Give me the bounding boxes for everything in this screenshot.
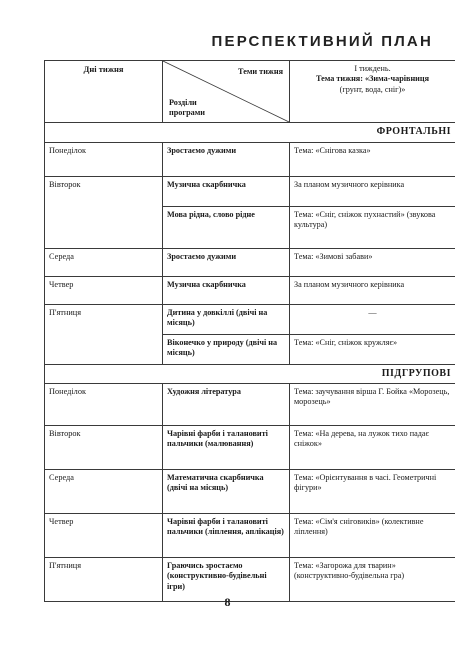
theme-cell: Тема: заучування вірша Г. Бойка «Морозець, морозець» <box>290 384 455 426</box>
section-cell: Зростаємо дужими <box>163 248 290 276</box>
section-cell: Чарівні фарби і талановиті пальчики (ліплення, аплікація) <box>163 514 290 558</box>
header-row <box>45 61 455 123</box>
day-cell: Понеділок <box>45 142 163 176</box>
table-row <box>45 426 455 470</box>
theme-cell: Тема: «Снігова казка» <box>290 142 455 176</box>
week-header-cell <box>290 61 455 123</box>
week-number: І тиждень. <box>354 64 391 73</box>
day-cell: Вівторок <box>45 176 163 248</box>
section-cell: Граючись зростаємо (конструктивно-будівельні ігри) <box>163 558 290 602</box>
table-row <box>45 514 455 558</box>
themes-label: Теми тижня <box>238 67 283 76</box>
theme-cell: — <box>290 304 455 334</box>
subgroup-heading: ПІДГРУПОВІ <box>45 364 455 384</box>
table-row <box>45 176 455 206</box>
plan-table <box>44 60 455 602</box>
day-cell: П'ятниця <box>45 558 163 602</box>
section-header-row <box>45 123 455 143</box>
day-cell: Вівторок <box>45 426 163 470</box>
day-cell: Четвер <box>45 276 163 304</box>
section-cell: Математична скарбничка (двічі на місяць) <box>163 470 290 514</box>
table-row <box>45 470 455 514</box>
section-cell: Музична скарбничка <box>163 176 290 206</box>
theme-cell: Тема: «Зимові забави» <box>290 248 455 276</box>
section-cell: Музична скарбничка <box>163 276 290 304</box>
theme-cell: Тема: «Загорожа для тварин» (конструктивно-будівельна гра) <box>290 558 455 602</box>
theme-cell: Тема: «Сніг, сніжок кружляє» <box>290 334 455 364</box>
page-number: 8 <box>224 595 231 609</box>
day-cell: П'ятниця <box>45 304 163 364</box>
table-row <box>45 142 455 176</box>
theme-cell: Тема: «На дерева, на лужок тихо падає сніжок» <box>290 426 455 470</box>
table-row <box>45 276 455 304</box>
theme-cell: Тема: «Орієнтування в часі. Геометричні фігури» <box>290 470 455 514</box>
section-header-row <box>45 364 455 384</box>
section-cell: Зростаємо дужими <box>163 142 290 176</box>
section-cell: Мова рідна, слово рідне <box>163 206 290 248</box>
sections-label: Розділи програми <box>169 97 206 117</box>
table-row <box>45 248 455 276</box>
days-label: Дні тижня <box>83 64 124 74</box>
theme-cell: За планом музичного керівника <box>290 176 455 206</box>
day-cell: Понеділок <box>45 384 163 426</box>
day-cell: Середа <box>45 248 163 276</box>
section-cell: Художня література <box>163 384 290 426</box>
table-row <box>45 384 455 426</box>
week-theme-detail: (грунт, вода, сніг)» <box>339 84 406 94</box>
theme-cell: Тема: «Сім'я сніговиків» (колективне ліплення) <box>290 514 455 558</box>
theme-cell: За планом музичного керівника <box>290 276 455 304</box>
section-cell: Віконечко у природу (двічі на місяць) <box>163 334 290 364</box>
days-header-cell <box>45 61 163 123</box>
frontal-heading: ФРОНТАЛЬНІ <box>45 123 455 143</box>
section-cell: Чарівні фарби і талановиті пальчики (малювання) <box>163 426 290 470</box>
page-title: ПЕРСПЕКТИВНИЙ ПЛАН <box>211 33 433 50</box>
week-theme: Тема тижня: «Зима-чарівниця <box>315 74 430 84</box>
section-cell: Дитина у довкіллі (двічі на місяць) <box>163 304 290 334</box>
theme-cell: Тема: «Сніг, сніжок пухнастий» (звукова культура) <box>290 206 455 248</box>
table-row <box>45 304 455 334</box>
corner-header-cell <box>163 61 290 123</box>
day-cell: Четвер <box>45 514 163 558</box>
day-cell: Середа <box>45 470 163 514</box>
